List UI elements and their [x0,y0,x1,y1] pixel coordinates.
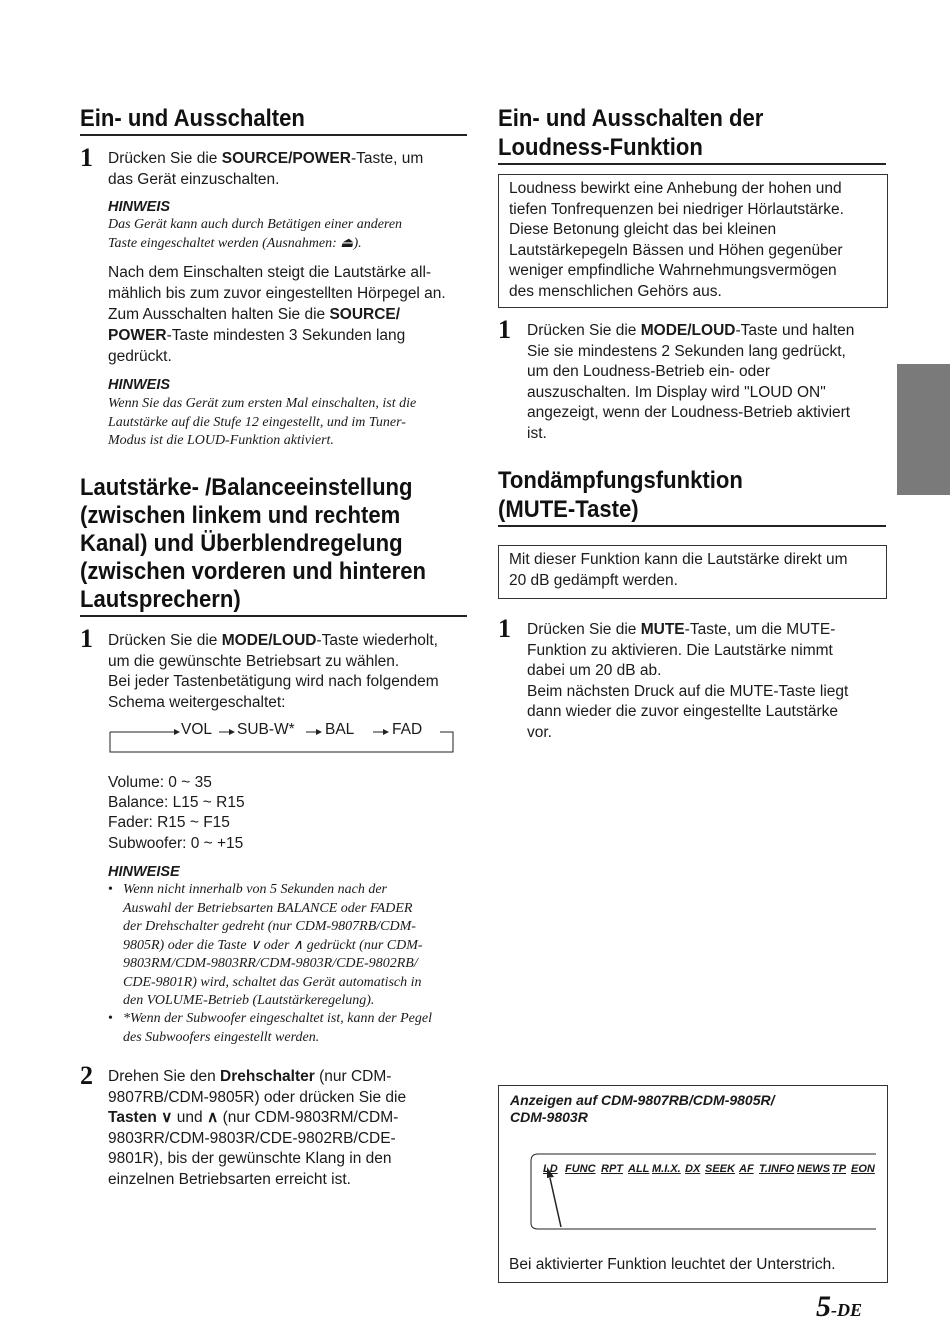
indicator-ld: LD [543,1163,558,1175]
range-balance: Balance: L15 ~ R15 [108,794,245,812]
indicator-eon: EON [851,1163,875,1175]
cycle-bal: BAL [325,721,355,738]
step-text: Drücken Sie die MUTE-Taste, um die MUTE- Funktion zu aktivieren. Die Lautstärke nimmt dabei um 20 dB ab. Beim nächsten Druck auf die MUTE-Taste liegt dann wieder die zuvor eingestellte Lautstärke vor. [527,621,849,741]
indicator-tinfo: T.INFO [759,1163,795,1175]
cycle-subw: SUB-W* [237,721,295,738]
indicator-seek: SEEK [705,1163,735,1175]
range-volume: Volume: 0 ~ 35 [108,774,212,791]
indicator-row [543,1163,873,1177]
mute-info-text: Mit dieser Funktion kann die Lautstärke direkt um 20 dB gedämpft werden. [509,551,848,589]
section-rule [80,134,467,136]
step-text: Drehen Sie den Drehschalter (nur CDM- 9807RB/CDM-9805R) oder drücken Sie die Tasten ∨ und ∧ (nur CDM-9803RM/CDM- 9803RR/CDM-9803R/CDE-9802RB/CDE- 9801R), bis der gewünschte Klang in den einzelnen Betriebsarten erreicht ist. [108,1068,407,1188]
step-number: 1 [80,624,93,653]
range-fader: Fader: R15 ~ F15 [108,814,230,832]
lcd-display-illustration [530,1153,876,1231]
indicator-mix: M.I.X. [652,1163,681,1175]
cycle-vol: VOL [181,721,213,738]
section-rule [498,163,886,165]
step-number: 1 [80,143,93,172]
hinweise-bullet-1: • Wenn nicht innerhalb von 5 Sekunden nach der Auswahl der Betriebsarten BALANCE oder FADER der Drehschalter gedreht (nur CDM-9807RB/CDM- 9805R) oder die Taste ∨ oder ∧ gedrückt (nur CDM- 9803RM/CDM-9803RR/CDM-9803R/CDE-9802RB/ CDE-9801R) wird, schaltet das Gerät automatisch in den VOLUME-Betrieb (Lautstärkeregelung). [108,882,423,1008]
cycle-fad: FAD [392,721,423,738]
page-number: 5-DE [816,1290,862,1323]
step-text: Drücken Sie die MODE/LOUD-Taste wiederholt, um die gewünschte Betriebsart zu wählen. Bei jeder Tastenbetätigung wird nach folgendem Schema weitergeschaltet: [108,632,439,711]
section-title-ein-ausschalten: Ein- und Ausschalten [80,105,305,132]
loudness-info-text: Loudness bewirkt eine Anhebung der hohen und tiefen Tonfrequenzen bei niedriger Hörlautstärke. Diese Betonung gleicht das bei kleinen Lautstärkepegeln Bässen und Höhen gegenüber weniger empfindliche Wahrnehmungsvermögen des menschlichen Gehörs aus. [509,180,844,300]
display-box-title: Anzeigen auf CDM-9807RB/CDM-9805R/ CDM-9803R [510,1092,775,1125]
hinweis-label: HINWEIS [108,377,171,393]
step-number: 1 [498,614,511,643]
bullet-icon: • [108,882,113,897]
indicator-dx: DX [685,1163,701,1175]
indicator-tp: TP [832,1163,847,1175]
section-title-lautstaerke: Lautstärke- /Balanceeinstellung (zwischen linkem und rechtem Kanal) und Überblendregelung (zwischen vorderen und hinteren Lautsprechern) [80,474,426,613]
section-rule [498,525,886,527]
section-rule [80,615,467,617]
range-list [108,773,245,854]
indicator-all: ALL [628,1163,650,1175]
mode-cycle-diagram [108,720,458,756]
indicator-rpt: RPT [601,1163,623,1175]
indicator-news: NEWS [797,1163,830,1175]
step-number: 1 [498,315,511,344]
hinweise-label: HINWEISE [108,864,180,880]
indicator-af: AF [739,1163,754,1175]
bullet-icon: • [108,1011,113,1026]
hinweis-label: HINWEIS [108,199,171,215]
section-title-mute: Tondämpfungsfunktion (MUTE-Taste) [498,467,743,523]
hinweis-note: Wenn Sie das Gerät zum ersten Mal einschalten, ist die Lautstärke auf die Stufe 12 eingestellt, und im Tuner- Modus ist die LOUD-Funktion aktiviert. [108,396,417,448]
indicator-func: FUNC [565,1163,596,1175]
step-number: 2 [80,1061,93,1090]
hinweis-note: Das Gerät kann auch durch Betätigen einer anderen Taste eingeschaltet werden (Ausnahmen: ⏏). [108,217,403,251]
step-text: Drücken Sie die MODE/LOUD-Taste und halten Sie sie mindestens 2 Sekunden lang gedrückt, um den Loudness-Betrieb ein- oder auszuschalten. Im Display wird "LOUD ON" angezeigt, wenn der Loudness-Betrieb aktiviert ist. [527,322,855,442]
side-tab [897,364,950,495]
section-title-loudness: Ein- und Ausschalten der Loudness-Funktion [498,105,764,161]
range-subwoofer: Subwoofer: 0 ~ +15 [108,834,244,852]
power-paragraph: Nach dem Einschalten steigt die Lautstärke all- mählich bis zum zuvor eingestellten Hörpegel an. Zum Ausschalten halten Sie die SOURCE/ POWER-Taste mindesten 3 Sekunden lang gedrückt. [108,264,446,365]
step-text: Drücken Sie die SOURCE/POWER-Taste, um das Gerät einzuschalten. [108,150,424,188]
display-caption: Bei aktivierter Funktion leuchtet der Unterstrich. [509,1256,836,1273]
hinweise-bullet-2: • *Wenn der Subwoofer eingeschaltet ist, kann der Pegel des Subwoofers eingestellt werden. [108,1011,432,1045]
